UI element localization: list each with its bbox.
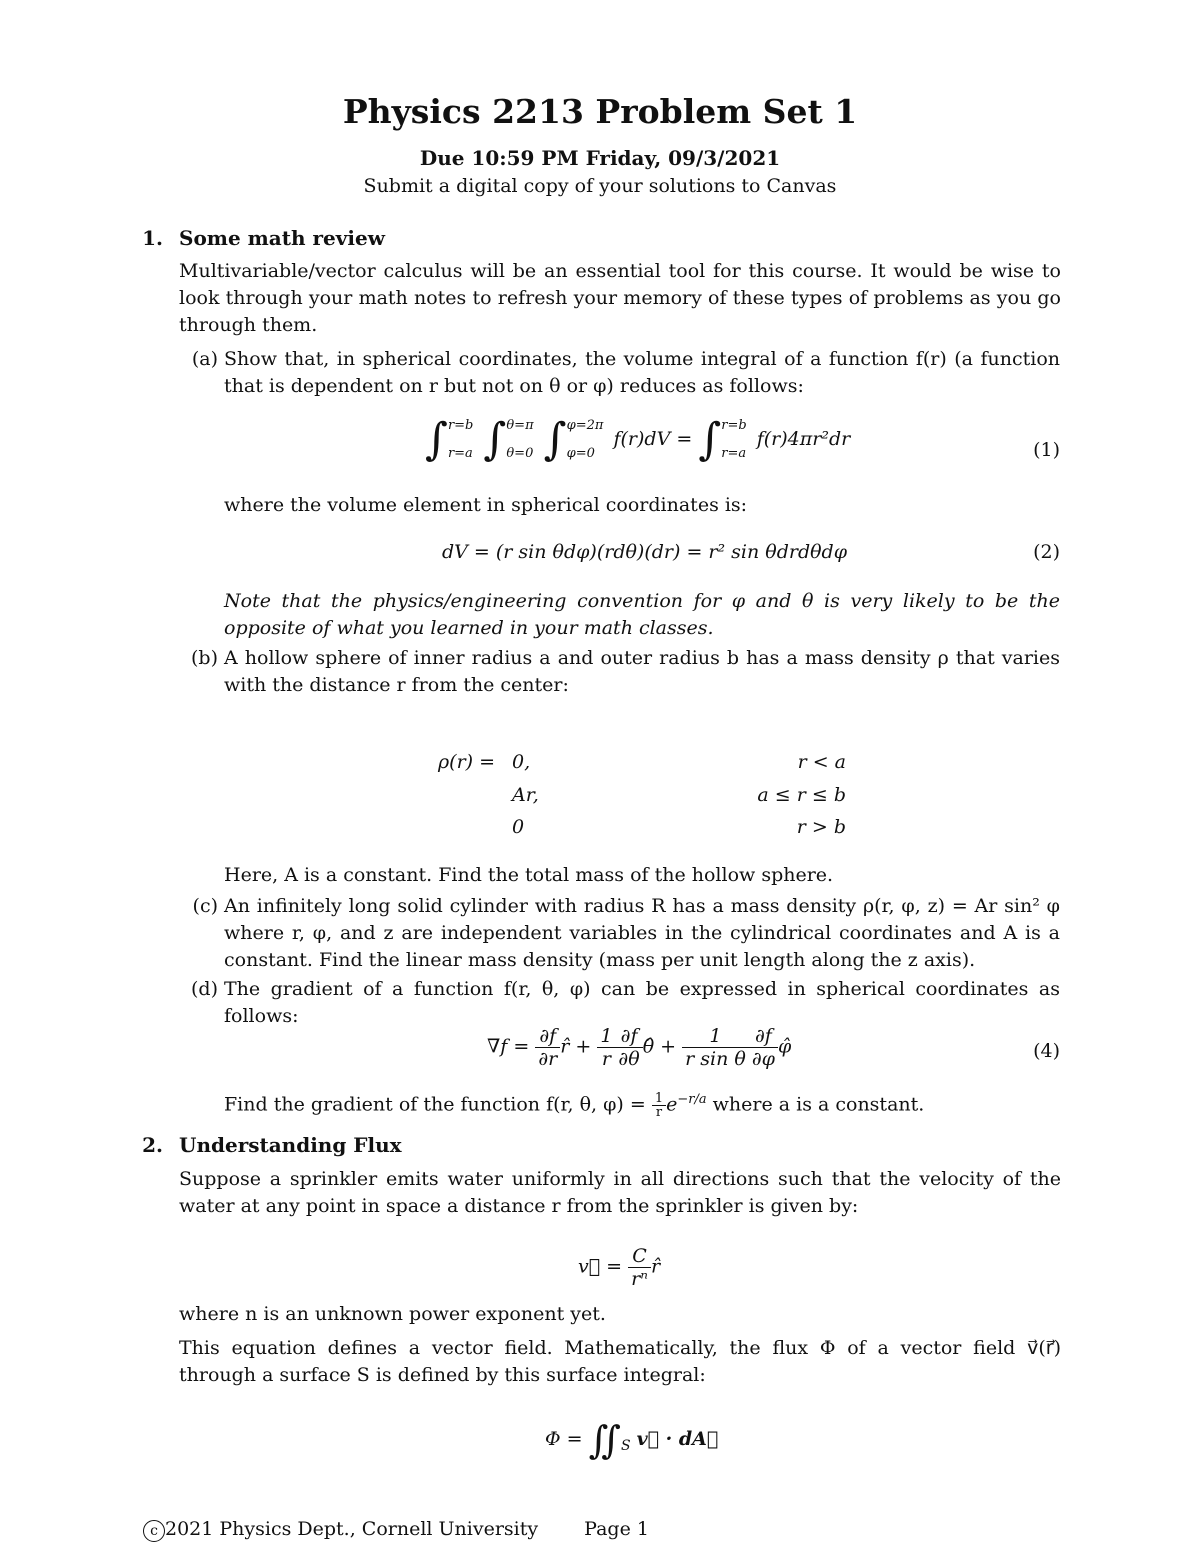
part-c-text: An infinitely long solid cylinder with radius R has a mass density ρ(r, φ, z) = Ar sin² φ where r, φ, and z are independent variables in the cylindrical coordinates and A is a constant. Find the linear mass density (mass per unit length along the z axis). xyxy=(224,895,1060,971)
flux-integrand: v⃗ · dA⃗ xyxy=(636,1428,719,1450)
problem-1-intro: Multivariable/vector calculus will be an essential tool for this course. It would be wise to look through your math notes to refresh your memory of these types of problems as you go through them. xyxy=(179,260,1061,336)
part-d-label: (d) xyxy=(191,978,218,1000)
fraction: $\frac{1}{r}$ xyxy=(597,1025,615,1070)
exp-power: −r/a xyxy=(677,1092,707,1107)
unit-vector: r̂ xyxy=(650,1255,661,1278)
fraction: $\frac{C}{\text{rⁿ}}$ xyxy=(628,1245,651,1290)
find-pre: Find the gradient of the function f(r, θ, φ) = xyxy=(224,1093,646,1116)
part-b-label: (b) xyxy=(191,647,218,669)
equation-2: dV = (r sin θdφ)(rdθ)(dr) = r² sin θdrdθdφ xyxy=(442,541,848,563)
eq4-term: r̂ + xyxy=(560,1035,592,1058)
velocity-lhs: v⃗ = xyxy=(578,1255,623,1278)
case-condition: a ≤ r ≤ b xyxy=(757,784,846,806)
integral-limits: r=b r=a xyxy=(447,418,474,461)
flux-definition: This equation defines a vector field. Mathematically, the flux Φ of a vector field v⃗(r⃗) through a surface S is defined by this surface integral: xyxy=(179,1337,1061,1386)
equation-2-number: (2) xyxy=(1033,541,1060,563)
problem-2-number: 2. xyxy=(142,1133,163,1157)
exponent-note: where n is an unknown power exponent yet. xyxy=(179,1303,606,1325)
integral-sign: ∫ xyxy=(698,414,722,465)
part-d-text: The gradient of a function f(r, θ, φ) can be expressed in spherical coordinates as follows: xyxy=(224,978,1060,1027)
integral-limits: θ=π θ=0 xyxy=(506,418,534,461)
double-integral-sign: ∬ xyxy=(588,1418,621,1462)
integral-sign: ∫ xyxy=(543,414,567,465)
equation-1-number: (1) xyxy=(1033,439,1060,461)
footer xyxy=(143,1516,649,1543)
case-condition: r > b xyxy=(796,816,846,838)
eq1-rhs-integrand: f(r)4πr²dr xyxy=(756,428,851,450)
page-title: Physics 2213 Problem Set 1 xyxy=(342,92,858,131)
integral-sign: ∫ xyxy=(483,414,507,465)
case-value: Ar, xyxy=(512,784,539,806)
fraction: $\frac{\partial f}{\partial r}$ xyxy=(535,1025,560,1070)
fraction: $\frac{1}{r}$ xyxy=(652,1092,666,1119)
due-date: Due 10:59 PM Friday, 09/3/2021 xyxy=(419,146,781,170)
eq4-lhs: ∇f = xyxy=(487,1035,530,1058)
part-a-label: (a) xyxy=(191,348,218,370)
part-b-text: A hollow sphere of inner radius a and outer radius b has a mass density ρ that varies with the distance r from the center: xyxy=(224,647,1060,696)
flux-lhs: Φ = xyxy=(545,1428,583,1450)
flux-equation xyxy=(545,1418,718,1462)
problem-1-heading: Some math review xyxy=(179,226,385,250)
exp-base: e xyxy=(666,1093,678,1116)
copyright-text: 2021 Physics Dept., Cornell University xyxy=(165,1518,539,1540)
equation-1 xyxy=(425,414,851,465)
equation-4 xyxy=(487,1025,791,1070)
integral-limits: φ=2π φ=0 xyxy=(566,418,604,461)
case-value: 0 xyxy=(512,816,525,838)
integral-limits: r=b r=a xyxy=(721,418,747,461)
part-a-text: Show that, in spherical coordinates, the volume integral of a function f(r) (a function that is dependent on r but not on θ or φ) reduces as follows: xyxy=(224,348,1060,397)
integral-sign: ∫ xyxy=(425,414,448,465)
problem-2-heading: Understanding Flux xyxy=(179,1133,402,1157)
volume-element-text: where the volume element in spherical coordinates is: xyxy=(224,494,748,516)
submit-instructions: Submit a digital copy of your solutions to Canvas xyxy=(363,175,837,197)
problem-2-intro: Suppose a sprinkler emits water uniformly in all directions such that the velocity of the water at any point in space a distance r from the sprinkler is given by: xyxy=(179,1168,1061,1217)
surface-subscript: S xyxy=(620,1437,631,1454)
problem-1-number: 1. xyxy=(142,226,163,250)
eq4-term: θ̂ + xyxy=(642,1035,677,1058)
velocity-equation xyxy=(578,1245,660,1290)
part-b-question: Here, A is a constant. Find the total mass of the hollow sphere. xyxy=(224,864,834,886)
eq4-term: φ̂ xyxy=(777,1035,792,1058)
copyright-icon: c xyxy=(143,1520,165,1542)
convention-note: Note that the physics/engineering convention for φ and θ is very likely to be the opposite of what you learned in your math classes. xyxy=(224,590,1060,639)
rho-lhs: ρ(r) = xyxy=(438,751,496,773)
find-post: where a is a constant. xyxy=(712,1093,925,1116)
fraction: $\frac{\partial f}{\partial\theta}$ xyxy=(615,1025,642,1070)
case-condition: r < a xyxy=(797,751,846,773)
fraction: $\frac{1}{\text{r sin θ}}$ xyxy=(682,1025,749,1070)
part-d-question xyxy=(224,1086,924,1119)
equation-4-number: (4) xyxy=(1033,1040,1060,1062)
case-value: 0, xyxy=(512,751,531,773)
part-c-label: (c) xyxy=(192,895,218,917)
eq1-lhs-integrand: f(r)dV = xyxy=(613,428,693,450)
page-number: Page 1 xyxy=(584,1518,649,1540)
fraction: $\frac{\partial f}{\partial\varphi}$ xyxy=(749,1025,778,1070)
